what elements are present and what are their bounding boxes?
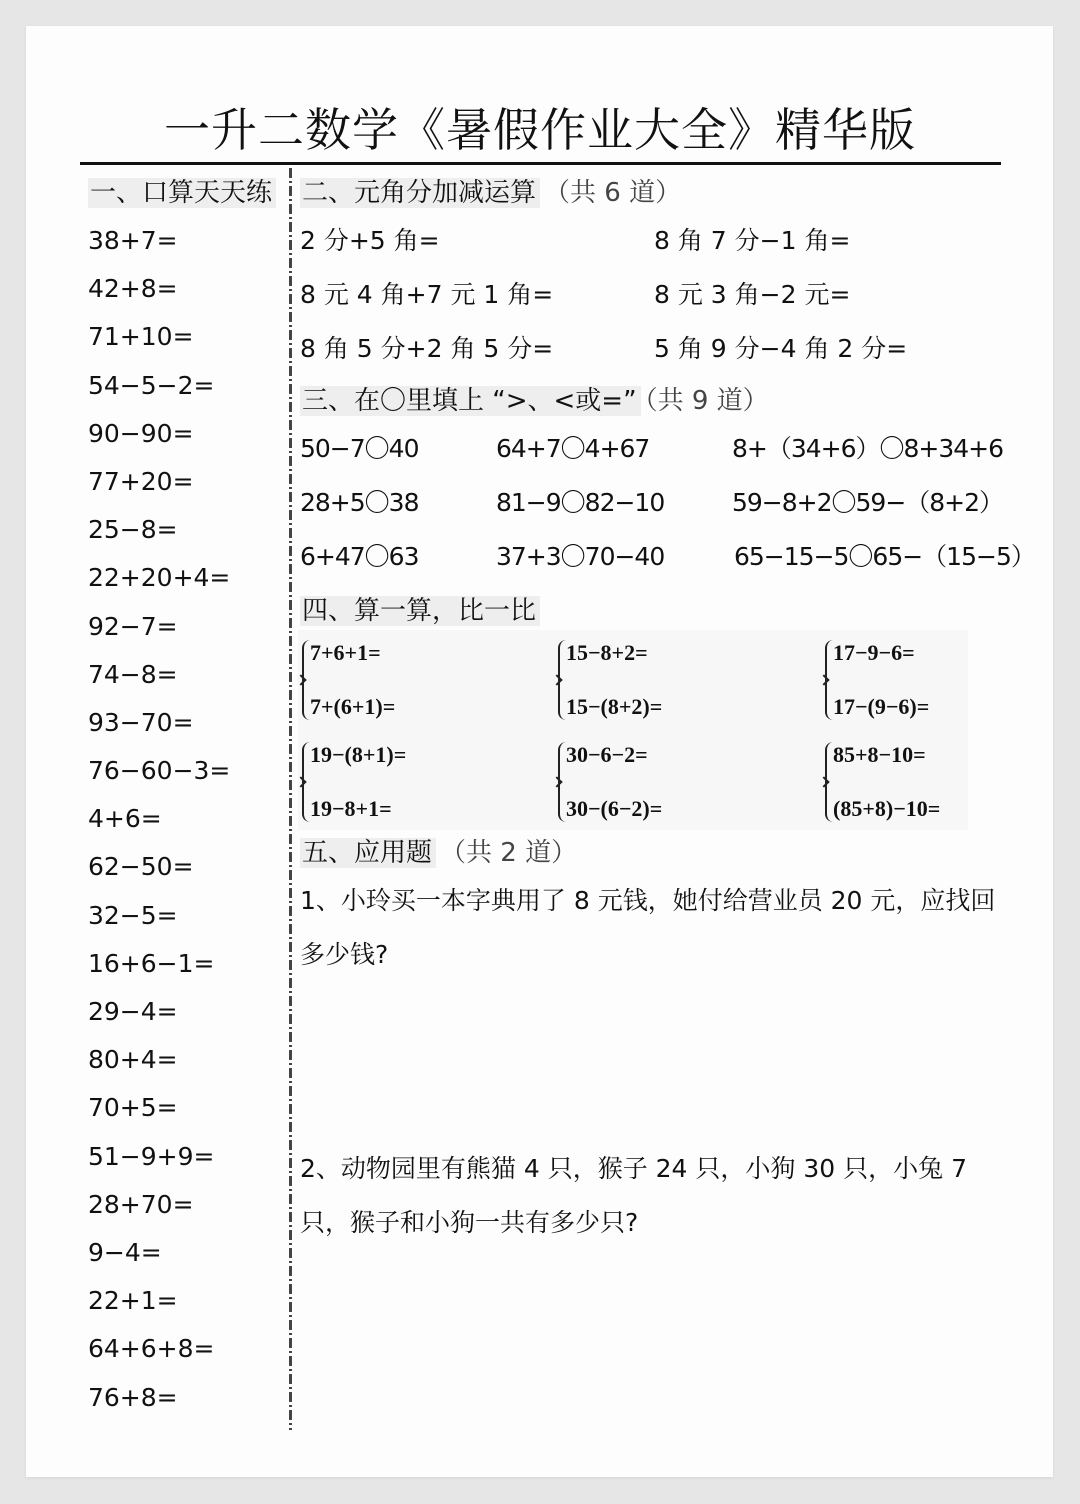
list-item: 38+7= [88, 226, 178, 255]
money-problem: 5 角 9 分−4 角 2 分= [654, 334, 908, 363]
problem-row [300, 428, 1004, 482]
money-problem: 8 元 4 角+7 元 1 角= [300, 280, 554, 309]
money-problem: 8 角 7 分−1 角= [654, 226, 851, 255]
expression: 15−(8+2)= [566, 694, 663, 719]
section5-heading [300, 832, 577, 874]
expression: 30−6−2= [566, 742, 648, 767]
list-item: 64+6+8= [88, 1334, 215, 1364]
list-item: 32−5= [88, 900, 178, 930]
brace-icon [825, 640, 833, 720]
problem-row [300, 482, 1004, 536]
list-item: 77+20= [88, 466, 194, 496]
list-item: 71+10= [88, 322, 194, 352]
list-item: 92−7= [88, 611, 178, 641]
oral-arithmetic-list [88, 220, 288, 1425]
comparison-problems [300, 428, 1035, 590]
money-problem: 8 元 3 角−2 元= [654, 280, 851, 309]
section4-title: 四、算一算，比一比 [300, 596, 540, 626]
comparison-item: 64+7〇4+67 [496, 434, 650, 463]
title-underline [80, 162, 1001, 165]
list-item: 4+6= [88, 804, 162, 834]
brace-icon [302, 742, 310, 822]
list-item: 76+8= [88, 1382, 178, 1412]
list-item: 25−8= [88, 515, 178, 545]
comparison-item: 50−7〇40 [300, 434, 419, 463]
comparison-item: 37+3〇70−40 [496, 542, 665, 571]
section2-count: （共 6 道） [544, 178, 682, 208]
section2-heading [300, 172, 681, 214]
expression: 19−(8+1)= [310, 742, 407, 767]
problem-row [300, 274, 1000, 328]
section3-heading [300, 380, 769, 422]
problem-row [300, 536, 1035, 590]
list-item: 9−4= [88, 1237, 162, 1267]
page-title: 一升二数学《暑假作业大全》精华版 [164, 103, 916, 157]
comparison-item: 59−8+2〇59−（8+2） [732, 488, 1004, 517]
list-item: 51−9+9= [88, 1141, 215, 1171]
list-item: 22+1= [88, 1286, 178, 1316]
expression: 85+8−10= [833, 742, 926, 767]
comparison-item: 8+（34+6）〇8+34+6 [732, 434, 1004, 463]
expression: (85+8)−10= [833, 796, 941, 821]
section4-heading [300, 590, 540, 632]
money-problem: 8 角 5 分+2 角 5 分= [300, 334, 554, 363]
list-item: 74−8= [88, 659, 178, 689]
comparison-item: 81−9〇82−10 [496, 488, 665, 517]
compare-calculation-block [298, 630, 968, 830]
section5-title: 五、应用题 [300, 838, 436, 868]
list-item: 62−50= [88, 852, 194, 882]
expression: 30−(6−2)= [566, 796, 663, 821]
brace-icon [825, 742, 833, 822]
problem-row [300, 220, 1000, 274]
problem-row [300, 328, 1000, 382]
list-item: 29−4= [88, 997, 178, 1026]
list-item: 54−5−2= [88, 370, 215, 400]
section1-heading [88, 172, 276, 214]
comparison-item: 6+47〇63 [300, 542, 419, 571]
money-problem: 2 分+5 角= [300, 226, 440, 255]
column-divider [289, 168, 292, 1430]
money-problems [300, 220, 1000, 382]
brace-icon [302, 640, 310, 720]
comparison-item: 28+5〇38 [300, 488, 419, 517]
section3-title: 三、在〇里填上 “>、<或=” [300, 386, 641, 416]
list-item: 70+5= [88, 1093, 178, 1123]
list-item: 16+6−1= [88, 948, 215, 978]
section2-title: 二、元角分加减运算 [300, 178, 540, 208]
word-problem-1: 1、小玲买一本字典用了 8 元钱，她付给营业员 20 元，应找回多少钱? [300, 886, 996, 969]
expression: 15−8+2= [566, 640, 648, 665]
section3-count: （共 9 道） [644, 386, 769, 416]
list-item: 22+20+4= [88, 563, 231, 593]
expression: 19−8+1= [310, 796, 392, 821]
comparison-item: 65−15−5〇65−（15−5） [734, 542, 1035, 571]
section5-count: （共 2 道） [440, 838, 578, 868]
list-item: 76−60−3= [88, 756, 231, 786]
expression: 7+(6+1)= [310, 694, 396, 719]
expression: 17−(9−6)= [833, 694, 930, 719]
list-item: 93−70= [88, 707, 194, 737]
expression: 17−9−6= [833, 640, 915, 665]
list-item: 80+4= [88, 1045, 178, 1075]
expression: 7+6+1= [310, 640, 381, 665]
section1-title: 一、口算天天练 [88, 178, 276, 208]
list-item: 90−90= [88, 418, 194, 448]
brace-icon [558, 742, 566, 822]
word-problem-2: 2、动物园里有熊猫 4 只，猴子 24 只，小狗 30 只，小兔 7 只，猴子和小狗一共有多少只? [300, 1154, 967, 1237]
list-item: 28+70= [88, 1189, 194, 1219]
list-item: 42+8= [88, 274, 178, 304]
brace-icon [558, 640, 566, 720]
